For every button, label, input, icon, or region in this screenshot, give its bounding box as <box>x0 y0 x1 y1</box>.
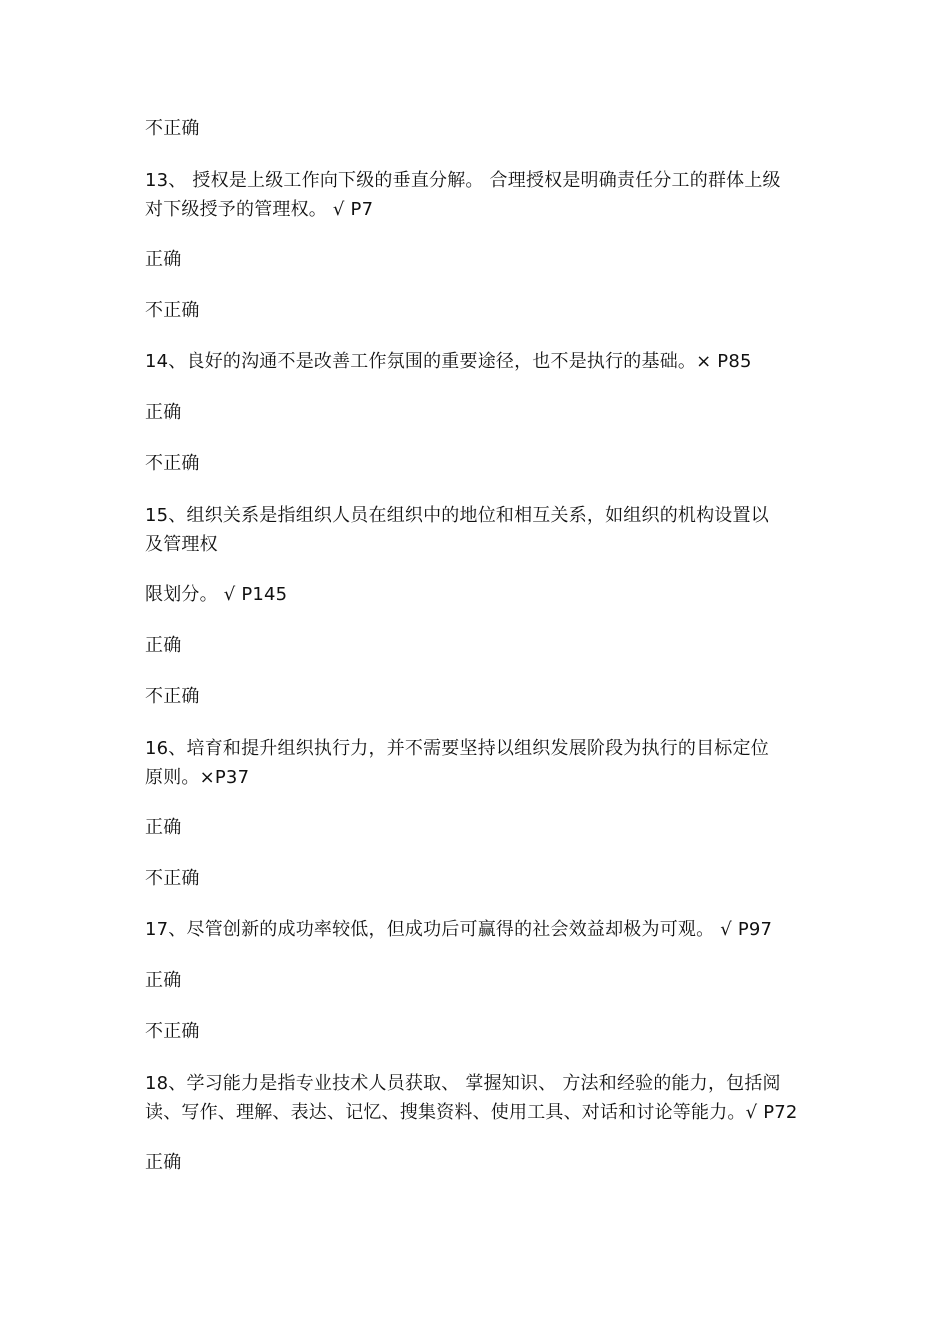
answer-option-incorrect: 不正确 <box>145 868 200 889</box>
question-18-line-2: 读、写作、理解、表达、记忆、搜集资料、使用工具、对话和讨论等能力。√ P72 <box>145 1102 798 1123</box>
question-14: 14、良好的沟通不是改善工作氛围的重要途径，也不是执行的基础。× P85 <box>145 351 752 372</box>
answer-option-correct: 正确 <box>145 1152 182 1173</box>
answer-option-incorrect: 不正确 <box>145 1021 200 1042</box>
answer-option-incorrect: 不正确 <box>145 453 200 474</box>
answer-option-incorrect: 不正确 <box>145 118 200 139</box>
answer-option-incorrect: 不正确 <box>145 300 200 321</box>
answer-option-correct: 正确 <box>145 402 182 423</box>
answer-option-correct: 正确 <box>145 249 182 270</box>
answer-option-correct: 正确 <box>145 970 182 991</box>
question-15-line-1: 15、组织关系是指组织人员在组织中的地位和相互关系，如组织的机构设置以 <box>145 505 769 526</box>
question-16-line-1: 16、培育和提升组织执行力，并不需要坚持以组织发展阶段为执行的目标定位 <box>145 738 769 759</box>
question-15-line-3: 限划分。 √ P145 <box>145 584 288 605</box>
question-16-line-2: 原则。×P37 <box>145 767 250 788</box>
question-13-line-2: 对下级授予的管理权。 √ P7 <box>145 199 374 220</box>
question-15-line-2: 及管理权 <box>145 534 218 555</box>
answer-option-correct: 正确 <box>145 635 182 656</box>
question-17: 17、尽管创新的成功率较低，但成功后可赢得的社会效益却极为可观。 √ P97 <box>145 919 773 940</box>
answer-option-incorrect: 不正确 <box>145 686 200 707</box>
answer-option-correct: 正确 <box>145 817 182 838</box>
question-18-line-1: 18、学习能力是指专业技术人员获取、 掌握知识、 方法和经验的能力，包括阅 <box>145 1073 781 1094</box>
question-13-line-1: 13、 授权是上级工作向下级的垂直分解。 合理授权是明确责任分工的群体上级 <box>145 170 781 191</box>
